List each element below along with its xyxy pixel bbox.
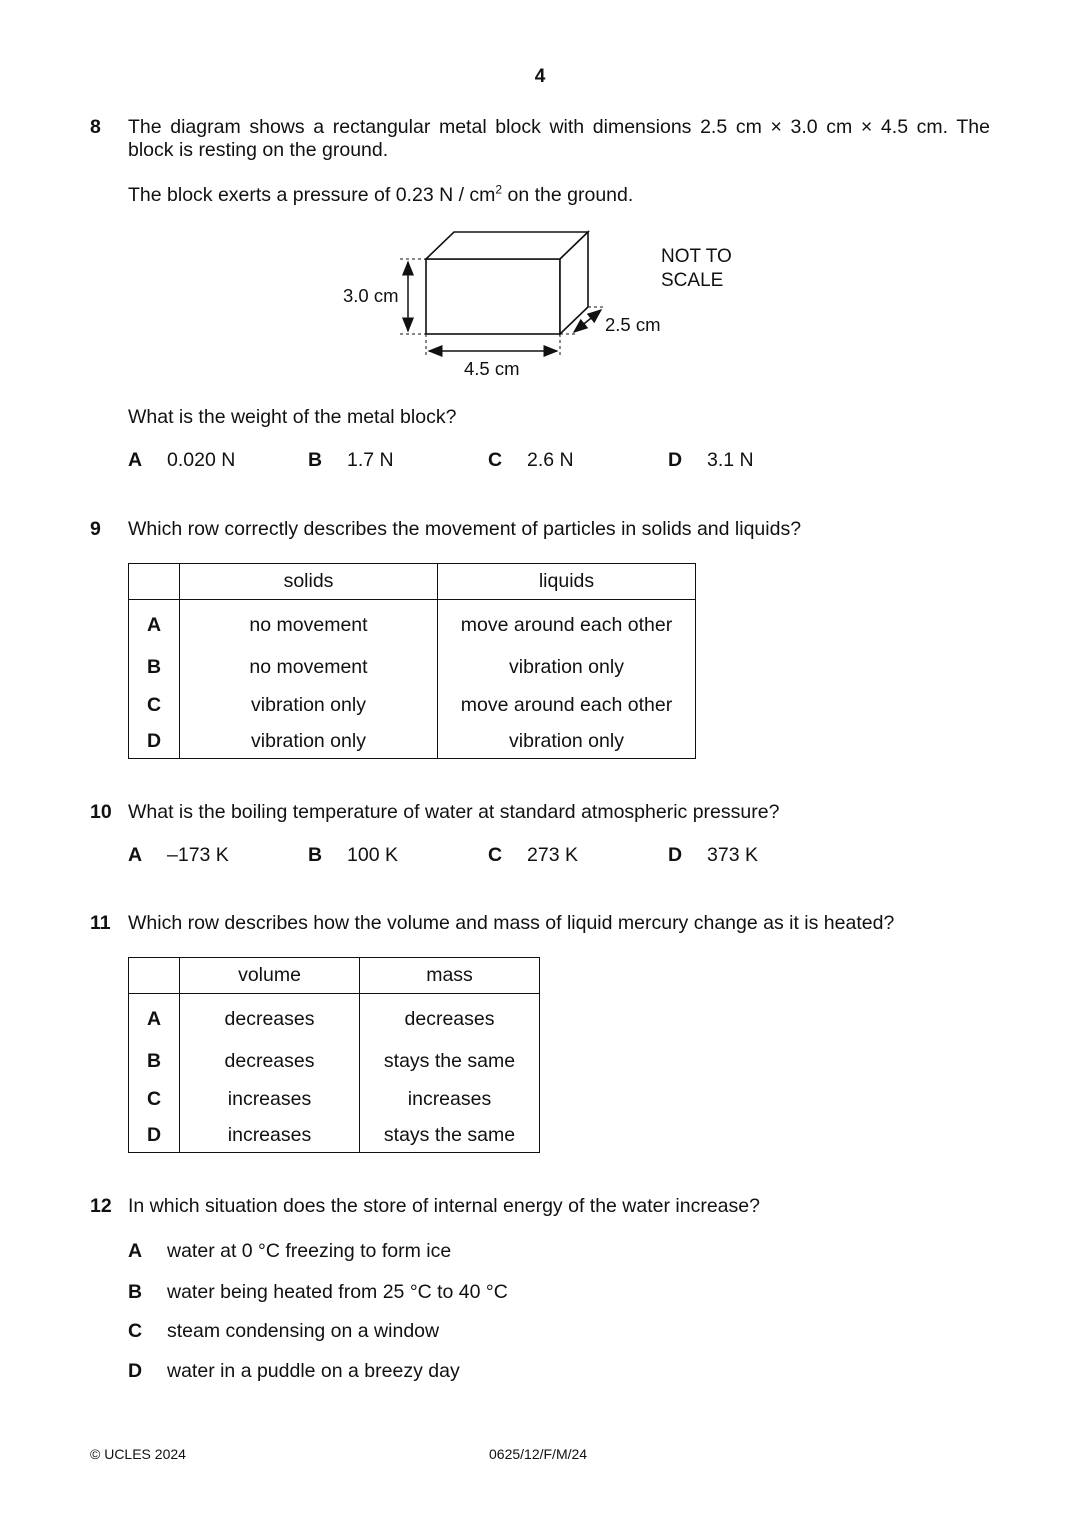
row-solids: vibration only <box>180 686 438 724</box>
question-8-prompt: What is the weight of the metal block? <box>128 406 457 428</box>
q8-option-d-letter[interactable]: D <box>668 449 683 471</box>
question-8-text-line2: block is resting on the ground. <box>128 139 389 161</box>
question-9-table <box>128 563 696 759</box>
question-8-text-line1: The diagram shows a rectangular metal block with dimensions 2.5 cm × 3.0 cm × 4.5 cm. The <box>128 116 990 138</box>
table-row[interactable] <box>129 1042 540 1080</box>
q12-option-c-text[interactable]: steam condensing on a window <box>167 1320 440 1342</box>
table-header-solids: solids <box>180 564 438 600</box>
question-10-number: 10 <box>90 801 112 823</box>
row-letter[interactable]: D <box>129 1118 180 1153</box>
q8-option-a-letter[interactable]: A <box>128 449 143 471</box>
question-12-number: 12 <box>90 1195 112 1217</box>
q10-option-a-letter[interactable]: A <box>128 844 143 866</box>
q10-option-a-text[interactable]: –173 K <box>167 844 229 866</box>
row-volume: increases <box>180 1080 360 1118</box>
row-volume: decreases <box>180 994 360 1043</box>
table-row[interactable] <box>129 724 696 759</box>
question-11-number: 11 <box>90 912 111 934</box>
q12-option-a-letter[interactable]: A <box>128 1240 143 1262</box>
table-row[interactable] <box>129 600 696 649</box>
question-11-text: Which row describes how the volume and mass of liquid mercury change as it is heated? <box>128 912 895 934</box>
row-liquids: move around each other <box>438 600 696 649</box>
question-8-pressure-statement <box>128 184 633 207</box>
not-to-scale-line2: SCALE <box>661 270 724 291</box>
question-12-text: In which situation does the store of internal energy of the water increase? <box>128 1195 760 1217</box>
footer-copyright: © UCLES 2024 <box>90 1446 186 1462</box>
question-9-number: 9 <box>90 518 101 540</box>
row-mass: stays the same <box>360 1042 540 1080</box>
row-liquids: vibration only <box>438 724 696 759</box>
q10-option-b-letter[interactable]: B <box>308 844 323 866</box>
row-mass: increases <box>360 1080 540 1118</box>
table-header-blank <box>129 958 180 994</box>
q10-option-b-text[interactable]: 100 K <box>347 844 398 866</box>
row-solids: vibration only <box>180 724 438 759</box>
metal-block-diagram <box>330 222 760 387</box>
question-10-text: What is the boiling temperature of water at standard atmospheric pressure? <box>128 801 780 823</box>
row-letter[interactable]: C <box>129 1080 180 1118</box>
q8-option-c-text[interactable]: 2.6 N <box>527 449 574 471</box>
q8-option-d-text[interactable]: 3.1 N <box>707 449 754 471</box>
q10-option-c-letter[interactable]: C <box>488 844 503 866</box>
pressure-text-end: on the ground. <box>502 184 634 206</box>
row-letter[interactable]: B <box>129 1042 180 1080</box>
row-letter[interactable]: C <box>129 686 180 724</box>
q10-option-c-text[interactable]: 273 K <box>527 844 578 866</box>
depth-label: 2.5 cm <box>605 314 661 335</box>
table-header-liquids: liquids <box>438 564 696 600</box>
q10-option-d-letter[interactable]: D <box>668 844 683 866</box>
row-liquids: move around each other <box>438 686 696 724</box>
row-mass: stays the same <box>360 1118 540 1153</box>
table-header-mass: mass <box>360 958 540 994</box>
row-letter[interactable]: A <box>129 600 180 649</box>
row-solids: no movement <box>180 648 438 686</box>
table-header-blank <box>129 564 180 600</box>
row-liquids: vibration only <box>438 648 696 686</box>
block-front-face <box>426 259 560 334</box>
table-row[interactable] <box>129 648 696 686</box>
q10-option-d-text[interactable]: 373 K <box>707 844 758 866</box>
q8-option-c-letter[interactable]: C <box>488 449 503 471</box>
row-letter[interactable]: D <box>129 724 180 759</box>
row-solids: no movement <box>180 600 438 649</box>
not-to-scale-line1: NOT TO <box>661 246 732 267</box>
width-label: 4.5 cm <box>464 358 520 379</box>
question-11-table <box>128 957 540 1153</box>
table-row[interactable] <box>129 994 540 1043</box>
table-row[interactable] <box>129 1080 540 1118</box>
question-8-number: 8 <box>90 116 101 138</box>
page-number: 4 <box>534 66 546 87</box>
table-header-volume: volume <box>180 958 360 994</box>
table-row[interactable] <box>129 686 696 724</box>
q12-option-d-text[interactable]: water in a puddle on a breezy day <box>167 1360 460 1382</box>
q12-option-b-letter[interactable]: B <box>128 1281 143 1303</box>
q8-option-a-text[interactable]: 0.020 N <box>167 449 236 471</box>
table-row[interactable] <box>129 1118 540 1153</box>
q8-option-b-letter[interactable]: B <box>308 449 323 471</box>
q12-option-c-letter[interactable]: C <box>128 1320 143 1342</box>
question-9-text: Which row correctly describes the movement of particles in solids and liquids? <box>128 518 802 540</box>
row-letter[interactable]: A <box>129 994 180 1043</box>
row-mass: decreases <box>360 994 540 1043</box>
footer-paper-code: 0625/12/F/M/24 <box>489 1446 588 1462</box>
height-label: 3.0 cm <box>343 285 399 306</box>
pressure-text-main: The block exerts a pressure of 0.23 N / cm <box>128 184 496 206</box>
q12-option-b-text[interactable]: water being heated from 25 °C to 40 °C <box>167 1281 508 1303</box>
row-volume: decreases <box>180 1042 360 1080</box>
q8-option-b-text[interactable]: 1.7 N <box>347 449 394 471</box>
pressure-superscript: 2 <box>495 182 503 197</box>
row-volume: increases <box>180 1118 360 1153</box>
row-letter[interactable]: B <box>129 648 180 686</box>
q12-option-a-text[interactable]: water at 0 °C freezing to form ice <box>167 1240 452 1262</box>
q12-option-d-letter[interactable]: D <box>128 1360 143 1382</box>
